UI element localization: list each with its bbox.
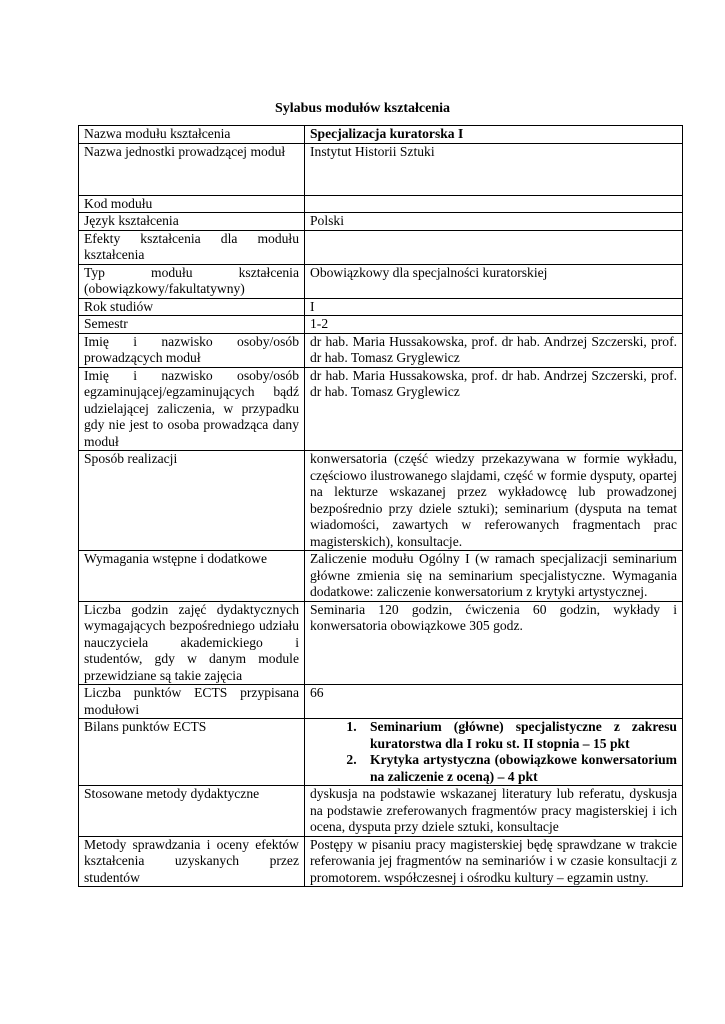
ects-balance-item: 1. Seminarium (główne) specjalistyczne z zakresu kuratorstwa dla I roku st. II stopnia – 15 pkt [360, 719, 677, 752]
table-row [79, 264, 683, 298]
row-value: 1-2 [305, 316, 683, 334]
table-row [79, 786, 683, 837]
table-row [79, 195, 683, 213]
table-row [79, 143, 683, 195]
syllabus-table [78, 125, 683, 887]
row-value [305, 195, 683, 213]
row-label: Sposób realizacji [79, 451, 305, 551]
ects-balance-cell [305, 719, 683, 786]
row-label: Efekty kształcenia dla modułu kształcenia [79, 230, 305, 264]
row-value: dr hab. Maria Hussakowska, prof. dr hab. Andrzej Szczerski, prof. dr hab. Tomasz Gryglewicz [305, 367, 683, 451]
row-value [305, 230, 683, 264]
table-row [79, 333, 683, 367]
row-value: Postępy w pisaniu pracy magisterskiej będę sprawdzane w trakcie referowania jej fragmentów na seminariów i w czasie konsultacji z promotorem. współczesnej i ośrodku kultury – egzamin ustny. [305, 836, 683, 887]
row-label: Nazwa modułu kształcenia [79, 126, 305, 144]
row-value: dr hab. Maria Hussakowska, prof. dr hab. Andrzej Szczerski, prof. dr hab. Tomasz Gryglewicz [305, 333, 683, 367]
table-row [79, 126, 683, 144]
row-value: Seminaria 120 godzin, ćwiczenia 60 godzin, wykłady i konwersatoria obowiązkowe 305 godz. [305, 601, 683, 685]
row-value: dyskusja na podstawie wskazanej literatury lub referatu, dyskusja na podstawie zreferowanych fragmentów pracy magisterskiej i ich ocena, dysputa przy dziele sztuki, konsultacje [305, 786, 683, 837]
table-row [79, 836, 683, 887]
table-row [79, 367, 683, 451]
row-label: Semestr [79, 316, 305, 334]
module-name-value: Specjalizacja kuratorska I [305, 126, 683, 144]
row-label: Liczba punktów ECTS przypisana modułowi [79, 685, 305, 719]
ects-balance-list [310, 719, 677, 785]
row-value: Zaliczenie modułu Ogólny I (w ramach specjalizacji seminarium główne zmienia się na seminarium specjalistyczne. Wymagania dodatkowe: zaliczenie konwersatorium z krytyki artystycznej. [305, 551, 683, 602]
table-row [79, 551, 683, 602]
row-label: Język kształcenia [79, 213, 305, 231]
table-row [79, 316, 683, 334]
row-label: Bilans punktów ECTS [79, 719, 305, 786]
table-row [79, 213, 683, 231]
row-value: Instytut Historii Sztuki [305, 143, 683, 195]
table-row [79, 230, 683, 264]
row-value: Polski [305, 213, 683, 231]
row-label: Wymagania wstępne i dodatkowe [79, 551, 305, 602]
row-value: 66 [305, 685, 683, 719]
row-label: Typ modułu kształcenia (obowiązkowy/fakultatywny) [79, 264, 305, 298]
table-row [79, 685, 683, 719]
row-label: Nazwa jednostki prowadzącej moduł [79, 143, 305, 195]
row-value: I [305, 298, 683, 316]
row-label: Liczba godzin zajęć dydaktycznych wymagających bezpośredniego udziału nauczyciela akademickiego i studentów, gdy w danym module przewidziane są takie zajęcia [79, 601, 305, 685]
row-label: Rok studiów [79, 298, 305, 316]
row-label: Kod modułu [79, 195, 305, 213]
row-value: konwersatoria (część wiedzy przekazywana w formie wykładu, częściowo ilustrowanego slajdami, część w formie dysputy, opartej na lekturze wskazanej przez wykładowcę lub prowadzonej bezpośrednio przy dziele sztuki); seminarium (dysputa na temat wiadomości, zawartych w referowanych fragmentach prac magisterskich), konsultacje. [305, 451, 683, 551]
row-label: Imię i nazwisko osoby/osób egzaminującej/egzaminujących bądź udzielającej zaliczenia, w przypadku gdy nie jest to osoba prowadząca dany moduł [79, 367, 305, 451]
table-row [79, 451, 683, 551]
row-label: Stosowane metody dydaktyczne [79, 786, 305, 837]
document-title: Sylabus modułów kształcenia [274, 101, 451, 116]
table-row [79, 298, 683, 316]
ects-balance-item: 2. Krytyka artystyczna (obowiązkowe konwersatorium na zaliczenie z oceną) – 4 pkt [360, 752, 677, 785]
row-value: Obowiązkowy dla specjalności kuratorskiej [305, 264, 683, 298]
row-label: Metody sprawdzania i oceny efektów kształcenia uzyskanych przez studentów [79, 836, 305, 887]
table-row [79, 601, 683, 685]
row-label: Imię i nazwisko osoby/osób prowadzących moduł [79, 333, 305, 367]
table-row [79, 719, 683, 786]
